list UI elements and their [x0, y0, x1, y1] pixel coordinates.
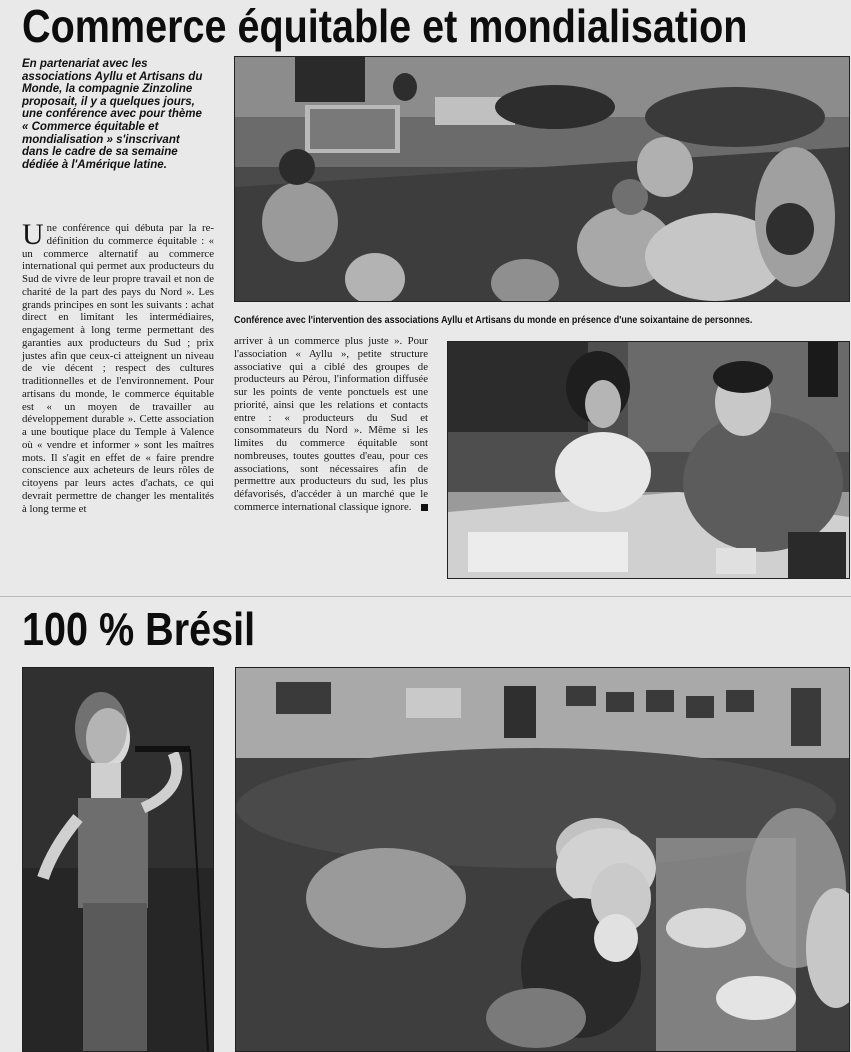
article-body-column-1 [22, 218, 214, 515]
article-intro: En partenariat avec les associations Ayllu et Artisans du Monde, la compagnie Zinzoline proposait, il y a quelques jours, une conférence avec pour thème « Commerce équitable et mondialisation » s'inscrivant dans le cadre de sa semaine dédiée à l'Amérique latine. [22, 56, 203, 171]
body-text-col1: ne conférence qui débuta par la re-définition du commerce équitable : « un commerce alternatif au commerce international qui permet aux producteurs du Sud de vivre de leur propre travail et non de charité de la part des pays du Nord ». Les grands principes en sont les suivants : achat direct en limitant les intermédiaires, engagement à long terme permettant des garanties aux producteurs du Sud ; prix justes afin que ceux-ci atteignent un niveau de vie décent ; respect des cultures traditionnelles et de l'environnement. Pour artisans du monde, le commerce équitable est « un moyen de travailler au développement durable ». Cette association a une boutique place du Temple à Valence où « vendre et informer » sont les maîtres mots. Il s'agit en effet de « faire prendre conscience aux acheteurs de leurs rôles de citoyens par leurs actes d'achats, ce qui devrait permettre de changer les mentalités à long terme et [22, 222, 214, 515]
section-divider [0, 596, 851, 597]
end-mark-icon [421, 504, 428, 511]
article-title-2: 100 % Brésil [22, 603, 256, 655]
conference-photo [234, 56, 850, 302]
drop-cap: U [22, 218, 44, 251]
photo-caption: Conférence avec l'intervention des associations Ayllu et Artisans du monde en présence d'une soixantaine de personnes. [234, 315, 753, 326]
article-title: Commerce équitable et mondialisation [22, 0, 748, 52]
article-body-column-2 [234, 335, 428, 514]
body-text-col2: arriver à un commerce plus juste ». Pour l'association « Ayllu », petite structure associative qui a ciblé des groupes de producteurs au Pérou, l'information diffusée sur les points de vente ponctuels est une priorité, ainsi que les relations et contacts entre : « producteurs du Sud et consommateurs du Nord ». Même si les limites du commerce équitable sont nombreuses, toutes gouttes d'eau, pour ces associations, sont nécessaires afin de permettre aux producteurs du sud, les plus défavorisés, d'accéder à un marché que le commerce international classique ignore. [234, 335, 428, 513]
singer-photo [22, 667, 214, 1052]
speakers-photo [447, 341, 850, 579]
dinner-hall-photo [235, 667, 850, 1052]
